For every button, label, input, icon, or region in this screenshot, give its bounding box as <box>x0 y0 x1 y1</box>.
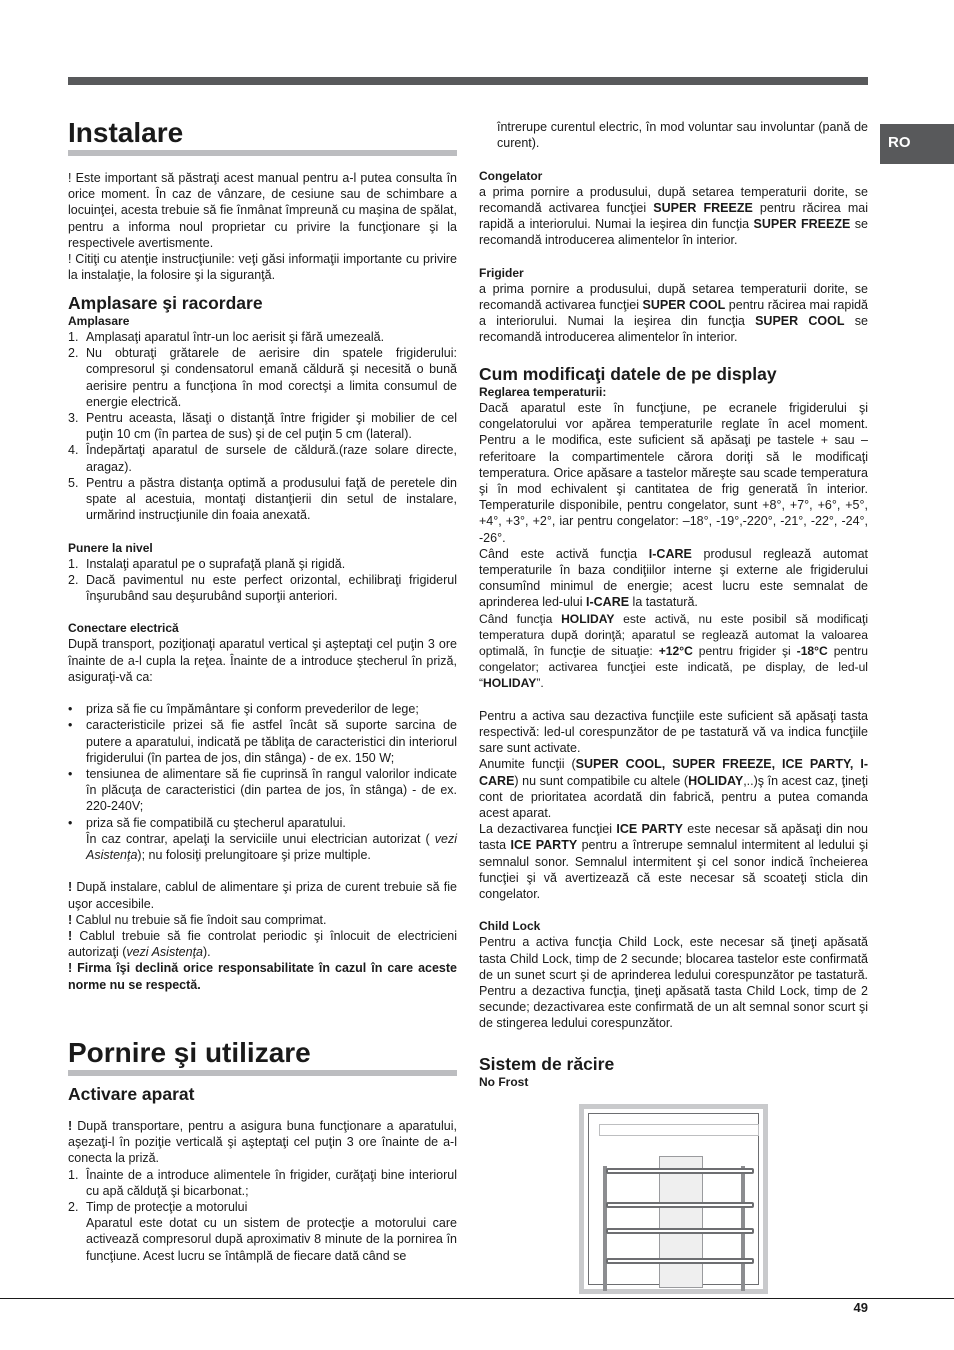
icare-paragraph: Când este activă funcţia I-CARE produsul reglează automat temperaturile în baza condiţiilor interne şi externe ale frigiderului consumînd minimul de energie; acest lucru este semnalat de aprinderea led-ului I-CARE la tastatură. <box>479 546 868 610</box>
warning: ! După instalare, cablul de alimentare şi priza de curent trebuie să fie uşor accesibile. <box>68 880 457 911</box>
child-lock-subtitle: Child Lock <box>479 919 541 934</box>
list-item: 2. Dacă pavimentul nu este perfect orizontal, echilibraţi frigiderul înşurubând sau deşurubând suporţii anteriori. <box>68 572 457 604</box>
warning: ! Cablul trebuie să fie controlat periodic şi înlocuit de electricieni autorizaţi (vezi Asistenţa). <box>68 929 457 960</box>
fridge-interior-figure <box>579 1104 768 1294</box>
activate-title: Activare aparat <box>68 1084 195 1104</box>
page-number: 49 <box>853 1300 868 1315</box>
section-title-pornire: Pornire şi utilizare <box>68 1037 457 1076</box>
list-item: • priza să fie cu împământare şi conform prevederilor de lege; <box>68 702 419 717</box>
list-item: 3. Pentru aceasta, lăsaţi o distanţă între frigider şi mobilier de cel puţin 10 cm (în partea de sus) şi de cel puţin 5 cm (lateral). <box>68 411 457 442</box>
language-tab: RO <box>880 124 954 164</box>
continued-text: întrerupe curentul electric, în mod voluntar sau involuntar (pană de curent). <box>497 120 868 151</box>
list-item: 2. Timp de protecţie a motorului Aparatul este dotat cu un sistem de protecţie a motorului care activează compresorul după aproximativ 8 minute de la pornirea în funcţiune. Acest lucru se întâmplă de fiecare dată când se <box>68 1200 457 1263</box>
display-paragraph: Dacă aparatul este în funcţiune, pe ecranele frigiderului şi congelatorului vor apărea temperaturile reglate în acel moment. Pentru a le modifica, este suficient să apăsaţi pe tastele + sau – referitoare la compartimentele cărora doriţi să le modificaţi temperatura. Orice apăsare a tastelor măreşte sau scade temperatura şi în mod echivalent şi cantitatea de frig generată în interior. Temperaturile disponibile, pentru congelator, sunt +8°, +7°, +6°, +5°, +4°, +3°, +2°, iar pentru congelator: –18°, -19°,-220°, -21°, -22°, -24°, -26°. <box>479 401 868 545</box>
list-item: 2. Nu obturaţi grătarele de aerisire din spatele frigiderului: compresorul şi condensatorul emană căldură şi necesită o bună aerisire pentru a funcţiona în mod corectşi a limita consumul de energie electrică. <box>68 346 457 409</box>
list-item: • tensiunea de alimentare să fie cuprinsă în rangul valorilor indicate în plăcuţa de caracteristici (din partea de jos, în stânga) - de ex. 220-240V; <box>68 767 457 814</box>
intro-paragraph-1: ! Este important să păstraţi acest manual pentru a-l putea consulta în orice moment. În caz de vânzare, de cesiune sau de schimbare a locuinţei, acesta trebuie să fie înmânat împreună cu maşina de spălat, pentru a informa noul proprietar cu privire la funcţionare şi la respectivele avertismente. <box>68 171 457 250</box>
cooling-title: Sistem de răcire <box>479 1054 615 1074</box>
warning: ! Cablul nu trebuie să fie îndoit sau comprimat. <box>68 912 327 927</box>
list-item: 1. Amplasaţi aparatul într-un loc aerisit şi fără umezeală. <box>68 330 385 344</box>
list-item: 4. Îndepărtaţi aparatul de sursele de căldură.(raze solare directe, aragaz). <box>68 443 457 474</box>
fridge-subtitle: Frigider <box>479 265 524 280</box>
ice-party-paragraph: La dezactivarea funcţiei ICE PARTY este necesar să apăsaţi din nou tasta ICE PARTY pentru a întrerupe semnalul intermitent al ledului şi semnalul sonor. Semnalul intermitent şi cel sonor indică încheierea funcţiei şi vă avertizează că este necesar să scoateţi sticla din congelator. <box>479 822 869 902</box>
list-item: • priza să fie compatibilă cu ştecherul aparatului. În caz contrar, apelaţi la serviciile unui electrician autorizat ( vezi Asistenţa); nu folosiţi prelungitoare şi prize multiple. <box>68 815 457 863</box>
footer-rule <box>0 1298 954 1299</box>
level-subtitle: Punere la nivel <box>68 540 153 555</box>
warning-bold: ! Firma îşi declină orice responsabilitate în cazul în care aceste norme nu se respectă. <box>68 961 457 992</box>
list-item: 1. Înainte de a introduce alimentele în frigider, curăţaţi bine interiorul cu apă călduţă şi bicarbonat.; <box>68 1167 457 1198</box>
display-subtitle: Reglarea temperaturii: <box>479 385 607 399</box>
list-item: 1. Instalaţi aparatul pe o suprafaţă plană şi rigidă. <box>68 556 346 571</box>
header-rule <box>68 77 868 85</box>
child-lock-paragraph: Pentru a activa funcţia Child Lock, este necesar să ţineţi apăsată tasta Child Lock, timp de 2 secunde; blocarea tastelor este confirmată de un sunet scurt şi de aprinderea ledului corespunzător pe tastatură. Pentru a dezactiva funcţia, ţineţi apăsată tasta Child Lock, timp de 2 secunde; dezactivarea este confirmată de un alt semnal sonor scurt şi de stingerea ledului corespunzător. <box>479 935 868 1031</box>
electric-subtitle: Conectare electrică <box>68 621 179 636</box>
freezer-subtitle: Congelator <box>479 168 543 183</box>
activate-functions-paragraph: Pentru a activa sau dezactiva funcţiile este suficient să apăsaţi tasta respectivă: led-ul corespunzător de pe tastatură vă va indica funcţiile sare sunt activate. <box>479 708 868 756</box>
freezer-paragraph: a prima pornire a produsului, după setarea temperaturii dorite, se recomandă activarea funcţiei SUPER FREEZE pentru răcirea mai rapidă a interiorului. Numai la ieşirea din funcţia SUPER FREEZE se recomandă introducerea alimentelor în interior. <box>479 184 868 248</box>
list-item: 5. Pentru a păstra distanţa optimă a produsului faţă de peretele din spate al acestuia, montaţi distanţierii din setul de instalare, urmărind instrucţiunile din foaia anexată. <box>68 475 457 523</box>
compatibility-paragraph: Anumite funcţii (SUPER COOL, SUPER FREEZE, ICE PARTY, I-CARE) nu sunt compatibile cu altele (HOLIDAY,..)ş în acest caz, ţineţi cont de prioritatea acordată din fabrică, pentru a putea comanda acest aparat. <box>479 757 868 821</box>
fridge-paragraph: a prima pornire a produsului, după setarea temperaturii dorite, se recomandă activarea funcţiei SUPER COOL pentru răcirea mai rapidă a interiorului. Numai la ieşirea din funcţia SUPER COOL se recomandă introducerea alimentelor în interior. <box>479 281 868 345</box>
display-title: Cum modificaţi datele de pe display <box>479 364 777 384</box>
placement-subtitle: Amplasare <box>68 314 130 328</box>
holiday-paragraph: Când funcţia HOLIDAY este activă, nu este posibil să modificaţi temperatura după dorinţă; aparatul se reglează automat la valoarea optimală, în funcţie de situaţie: +12°C pentru frigider şi -18°C pentru congelator; activarea funcţiei este indicată, pe display, de led-ul “HOLIDAY”. <box>479 611 869 691</box>
activate-intro: ! După transportare, pentru a asigura buna funcţionare a aparatului, aşezaţi-l în poziţie verticală şi aşteptaţi cel puţin 3 ore înainte de a-l conecta la priză. <box>68 1119 457 1166</box>
intro-paragraph-2: ! Citiţi cu atenţie instrucţiunile: veţi găsi informaţii importante cu privire la instalaţie, la folosire şi la siguranţă. <box>68 252 457 283</box>
list-item: • caracteristicile prizei să fie astfel încât să suporte sarcina de putere a aparatului, indicată pe tăbliţa de caracteristici din interiorul frigiderului (în partea de jos, din stânga) - de ex. 150 W; <box>68 718 457 765</box>
electric-intro: După transport, poziţionaţi aparatul vertical şi aşteptaţi cel puţin 3 ore înainte de a-l cupla la reţea. Înainte de a introduce ştecherul în priză, asiguraţi-vă ca: <box>68 637 457 684</box>
placement-title: Amplasare şi racordare <box>68 293 263 313</box>
cooling-subtitle: No Frost <box>479 1075 529 1089</box>
section-title-instalare: Instalare <box>68 117 457 156</box>
